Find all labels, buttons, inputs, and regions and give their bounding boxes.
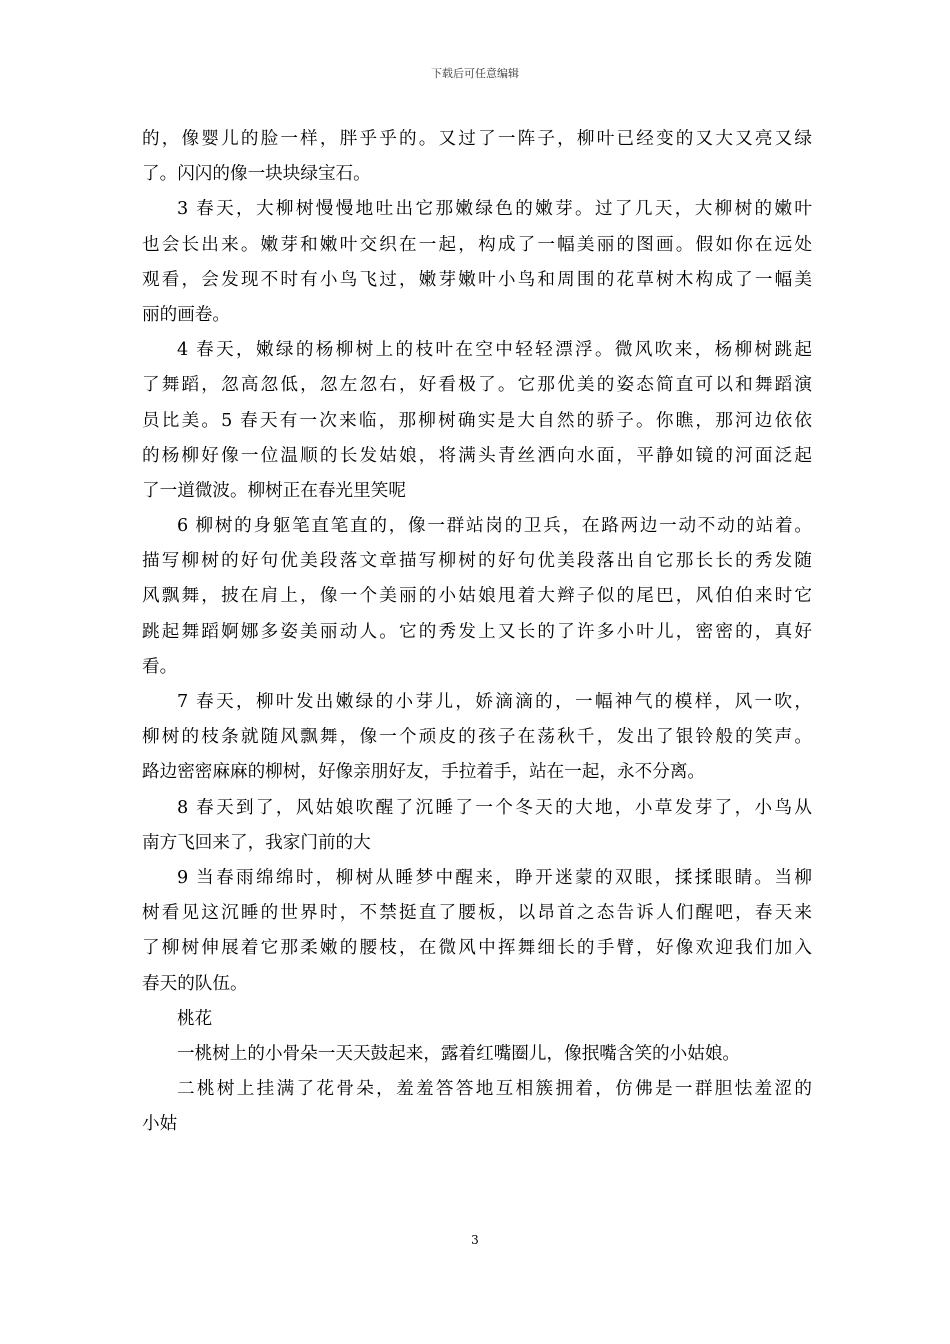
text-line: 跳起舞蹈婀娜多姿美丽动人。它的秀发上又长的了许多小叶儿，密密的，真好 [142, 621, 812, 642]
text-line: 树看见这沉睡的世界时，不禁挺直了腰板，以昂首之态告诉人们醒吧，春天来 [142, 903, 812, 924]
text-line: 6 柳树的身躯笔直笔直的，像一群站岗的卫兵，在路两边一动不动的站着。 [177, 516, 812, 537]
text-line: 了柳树伸展着它那柔嫩的腰枝，在微风中挥舞细长的手臂，好像欢迎我们加入 [142, 938, 812, 959]
text-line: 描写柳树的好句优美段落文章描写柳树的好句优美段落出自它那长长的秀发随 [142, 551, 812, 572]
text-line: 4 春天，嫩绿的杨柳树上的枝叶在空中轻轻漂浮。微风吹来，杨柳树跳起 [177, 340, 812, 361]
text-line: 春天的队伍。 [142, 973, 248, 994]
text-line: 了。闪闪的像一块块绿宝石。 [142, 164, 371, 185]
text-line: 9 当春雨绵绵时，柳树从睡梦中醒来，睁开迷蒙的双眼，揉揉眼睛。当柳 [177, 867, 812, 888]
text-line: 看。 [142, 656, 178, 677]
text-line: 南方飞回来了，我家门前的大 [142, 832, 371, 853]
text-line: 了舞蹈，忽高忽低，忽左忽右，好看极了。它那优美的姿态简直可以和舞蹈演 [142, 375, 812, 396]
text-line: 的杨柳好像一位温顺的长发姑娘，将满头青丝洒向水面，平静如镜的河面泛起 [142, 445, 812, 466]
page-number: 3 [471, 1233, 479, 1247]
text-line: 观看，会发现不时有小鸟飞过，嫩芽嫩叶小鸟和周围的花草树木构成了一幅美 [142, 269, 812, 290]
text-line: 7 春天，柳叶发出嫩绿的小芽儿，娇滴滴的，一幅神气的模样，风一吹， [177, 692, 812, 712]
text-line: 二桃树上挂满了花骨朵，羞羞答答地互相簇拥着，仿佛是一群胆怯羞涩的 [177, 1079, 812, 1100]
document-body [142, 124, 812, 1144]
text-line: 了一道微波。柳树正在春光里笑呢 [142, 480, 406, 501]
text-line: 小姑 [142, 1114, 178, 1135]
text-line: 3 春天，大柳树慢慢地吐出它那嫩绿色的嫩芽。过了几天，大柳树的嫩叶 [177, 199, 812, 220]
text-line: 路边密密麻麻的柳树，好像亲朋好友，手拉着手，站在一起，永不分离。 [142, 762, 706, 783]
text-line: 桃花 [177, 1008, 213, 1029]
text-line: 也会长出来。嫩芽和嫩叶交织在一起，构成了一幅美丽的图画。假如你在远处 [142, 234, 812, 255]
text-line: 员比美。5 春天有一次来临，那柳树确实是大自然的骄子。你瞧，那河边依依 [142, 410, 812, 431]
text-line: 柳树的枝条就随风飘舞，像一个顽皮的孩子在荡秋千，发出了银铃般的笑声。 [142, 727, 812, 748]
text-line: 8 春天到了，风姑娘吹醒了沉睡了一个冬天的大地，小草发芽了，小鸟从 [177, 797, 812, 818]
text-line: 丽的画卷。 [142, 304, 230, 325]
page-header: 下载后可任意编辑 [431, 67, 519, 80]
text-line: 一桃树上的小骨朵一天天鼓起来，露着红嘴圈儿，像抿嘴含笑的小姑娘。 [177, 1043, 741, 1064]
text-line: 的，像婴儿的脸一样，胖乎乎的。又过了一阵子，柳叶已经变的又大又亮又绿 [142, 129, 812, 149]
text-line: 风飘舞，披在肩上，像一个美丽的小姑娘甩着大辫子似的尾巴，风伯伯来时它 [142, 586, 812, 607]
